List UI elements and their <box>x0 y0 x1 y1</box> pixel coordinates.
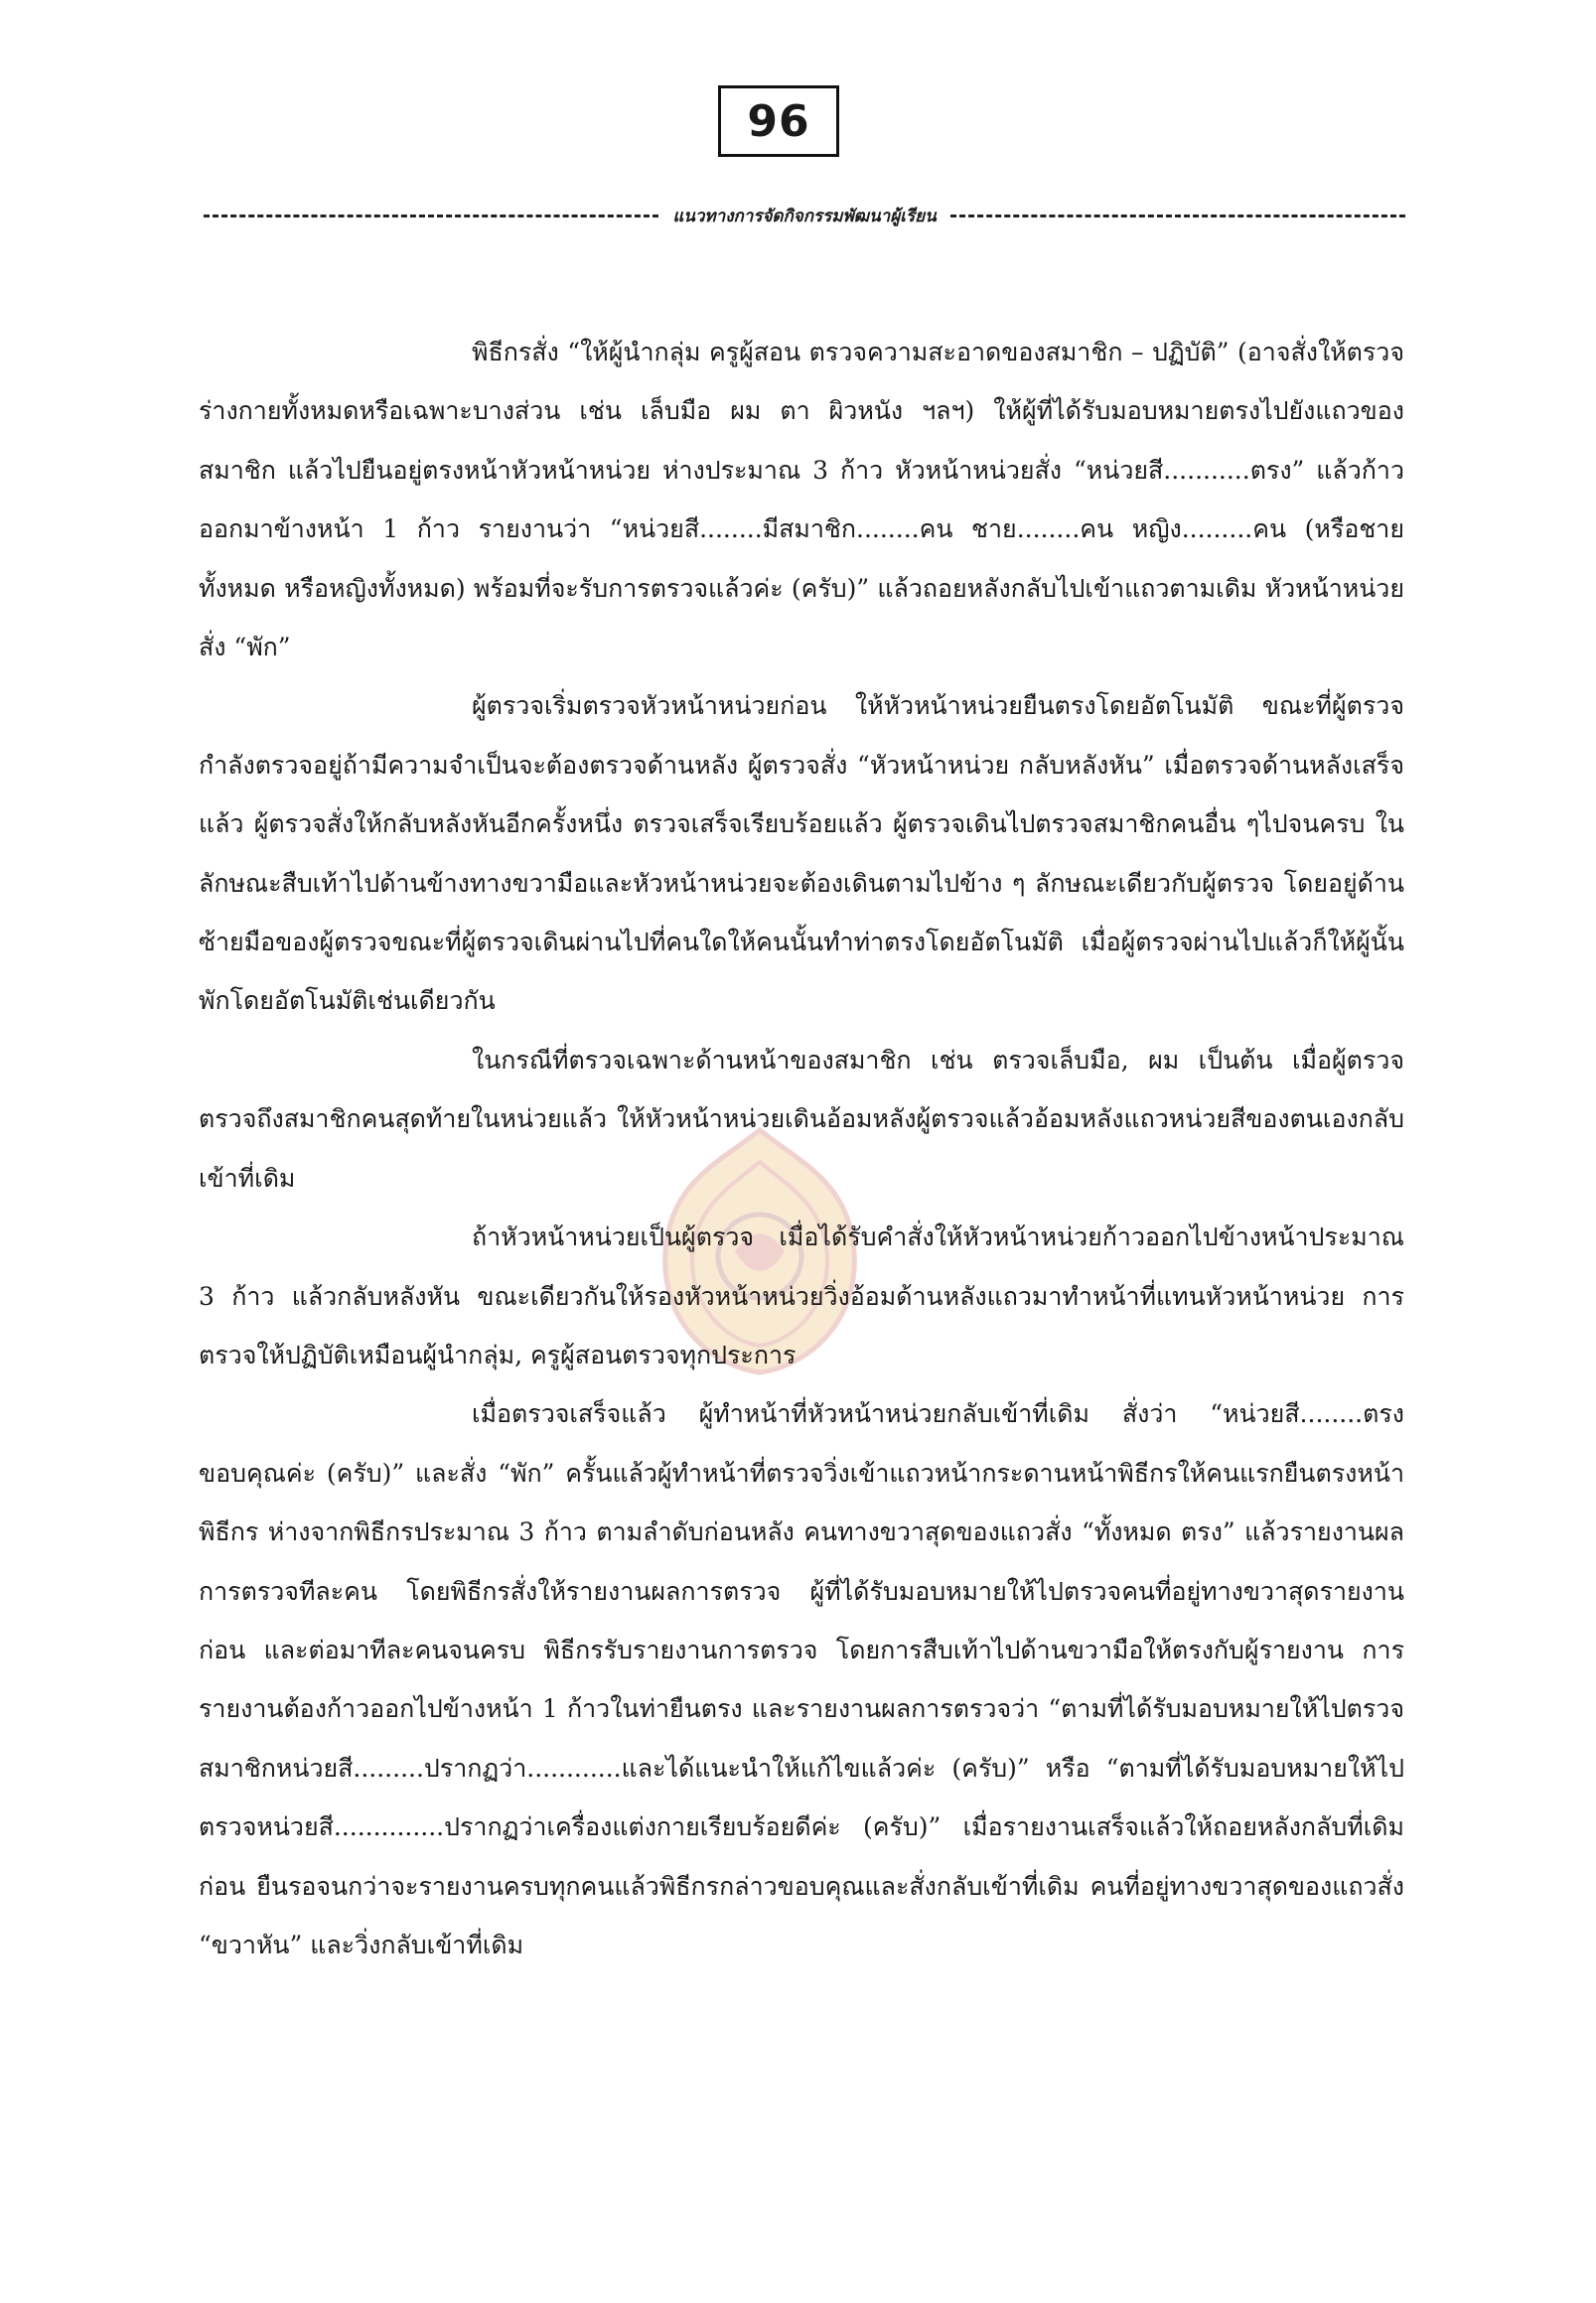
header-dash-left <box>204 215 658 217</box>
body-text <box>199 323 1404 1974</box>
paragraph-5: เมื่อตรวจเสร็จแล้ว ผู้ทำหน้าที่หัวหน้าหน่วยกลับเข้าที่เดิม สั่งว่า “หน่วยสี........ตรง ขอบคุณค่ะ (ครับ)” และสั่ง “พัก” ครั้นแล้วผู้ทำหน้าที่ตรวจวิ่งเข้าแถวหน้ากระดานหน้าพิธีกรให้คนแรกยืนตรงหน้าพิธีกร ห่างจากพิธีกรประมาณ 3 ก้าว ตามลำดับก่อนหลัง คนทางขวาสุดของแถวสั่ง “ทั้งหมด ตรง” แล้วรายงานผลการตรวจทีละคน โดยพิธีกรสั่งให้รายงานผลการตรวจ ผู้ที่ได้รับมอบหมายให้ไปตรวจคนที่อยู่ทางขวาสุดรายงานก่อน และต่อมาทีละคนจนครบ พิธีกรรับรายงานการตรวจ โดยการสืบเท้าไปด้านขวามือให้ตรงกับผู้รายงาน การรายงานต้องก้าวออกไปข้างหน้า 1 ก้าวในท่ายืนตรง และรายงานผลการตรวจว่า “ตามที่ได้รับมอบหมายให้ไปตรวจสมาชิกหน่วยสี.........ปรากฏว่า............และได้แนะนำให้แก้ไขแล้วค่ะ (ครับ)” หรือ “ตามที่ได้รับมอบหมายให้ไปตรวจหน่วยสี..............ปรากฏว่าเครื่องแต่งกายเรียบร้อยดีค่ะ (ครับ)” เมื่อรายงานเสร็จแล้วให้ถอยหลังกลับที่เดิมก่อน ยืนรอจนกว่าจะรายงานครบทุกคนแล้วพิธีกรกล่าวขอบคุณและสั่งกลับเข้าที่เดิม คนที่อยู่ทางขวาสุดของแถวสั่ง “ขวาหัน” และวิ่งกลับเข้าที่เดิม <box>199 1399 1404 1959</box>
running-header-title: แนวทางการจัดกิจกรรมพัฒนาผู้เรียน <box>672 206 937 226</box>
paragraph-1: พิธีกรสั่ง “ให้ผู้นำกลุ่ม ครูผู้สอน ตรวจความสะอาดของสมาชิก – ปฏิบัติ” (อาจสั่งให้ตรวจร่างกายทั้งหมดหรือเฉพาะบางส่วน เช่น เล็บมือ ผม ตา ผิวหนัง ฯลฯ) ให้ผู้ที่ได้รับมอบหมายตรงไปยังแถวของสมาชิก แล้วไปยืนอยู่ตรงหน้าหัวหน้าหน่วย ห่างประมาณ 3 ก้าว หัวหน้าหน่วยสั่ง “หน่วยสี...........ตรง” แล้วก้าวออกมาข้างหน้า 1 ก้าว รายงานว่า “หน่วยสี........มีสมาชิก........คน ชาย........คน หญิง.........คน (หรือชายทั้งหมด หรือหญิงทั้งหมด) พร้อมที่จะรับการตรวจแล้วค่ะ (ครับ)” แล้วถอยหลังกลับไปเข้าแถวตามเดิม หัวหน้าหน่วยสั่ง “พัก” <box>199 338 1404 662</box>
paragraph-2: ผู้ตรวจเริ่มตรวจหัวหน้าหน่วยก่อน ให้หัวหน้าหน่วยยืนตรงโดยอัตโนมัติ ขณะที่ผู้ตรวจกำลังตรวจอยู่ถ้ามีความจำเป็นจะต้องตรวจด้านหลัง ผู้ตรวจสั่ง “หัวหน้าหน่วย กลับหลังหัน” เมื่อตรวจด้านหลังเสร็จแล้ว ผู้ตรวจสั่งให้กลับหลังหันอีกครั้งหนึ่ง ตรวจเสร็จเรียบร้อยแล้ว ผู้ตรวจเดินไปตรวจสมาชิกคนอื่น ๆไปจนครบ ในลักษณะสืบเท้าไปด้านข้างทางขวามือและหัวหน้าหน่วยจะต้องเดินตามไปข้าง ๆ ลักษณะเดียวกับผู้ตรวจ โดยอยู่ด้านซ้ายมือของผู้ตรวจขณะที่ผู้ตรวจเดินผ่านไปที่คนใดให้คนนั้นทำท่าตรงโดยอัตโนมัติ เมื่อผู้ตรวจผ่านไปแล้วก็ให้ผู้นั้นพักโดยอัตโนมัติเช่นเดียวกัน <box>199 691 1404 1016</box>
paragraph-3: ในกรณีที่ตรวจเฉพาะด้านหน้าของสมาชิก เช่น ตรวจเล็บมือ, ผม เป็นต้น เมื่อผู้ตรวจตรวจถึงสมาชิกคนสุดท้ายในหน่วยแล้ว ให้หัวหน้าหน่วยเดินอ้อมหลังผู้ตรวจแล้วอ้อมหลังแถวหน่วยสีของตนเองกลับเข้าที่เดิม <box>199 1045 1404 1193</box>
page-number: 96 <box>747 95 810 147</box>
page-number-box <box>718 85 839 157</box>
running-header <box>204 201 1405 230</box>
paragraph-4: ถ้าหัวหน้าหน่วยเป็นผู้ตรวจ เมื่อได้รับคำสั่งให้หัวหน้าหน่วยก้าวออกไปข้างหน้าประมาณ 3 ก้าว แล้วกลับหลังหัน ขณะเดียวกันให้รองหัวหน้าหน่วยวิ่งอ้อมด้านหลังแถวมาทำหน้าที่แทนหัวหน้าหน่วย การตรวจให้ปฏิบัติเหมือนผู้นำกลุ่ม, ครูผู้สอนตรวจทุกประการ <box>199 1223 1404 1369</box>
header-dash-right <box>950 215 1405 217</box>
